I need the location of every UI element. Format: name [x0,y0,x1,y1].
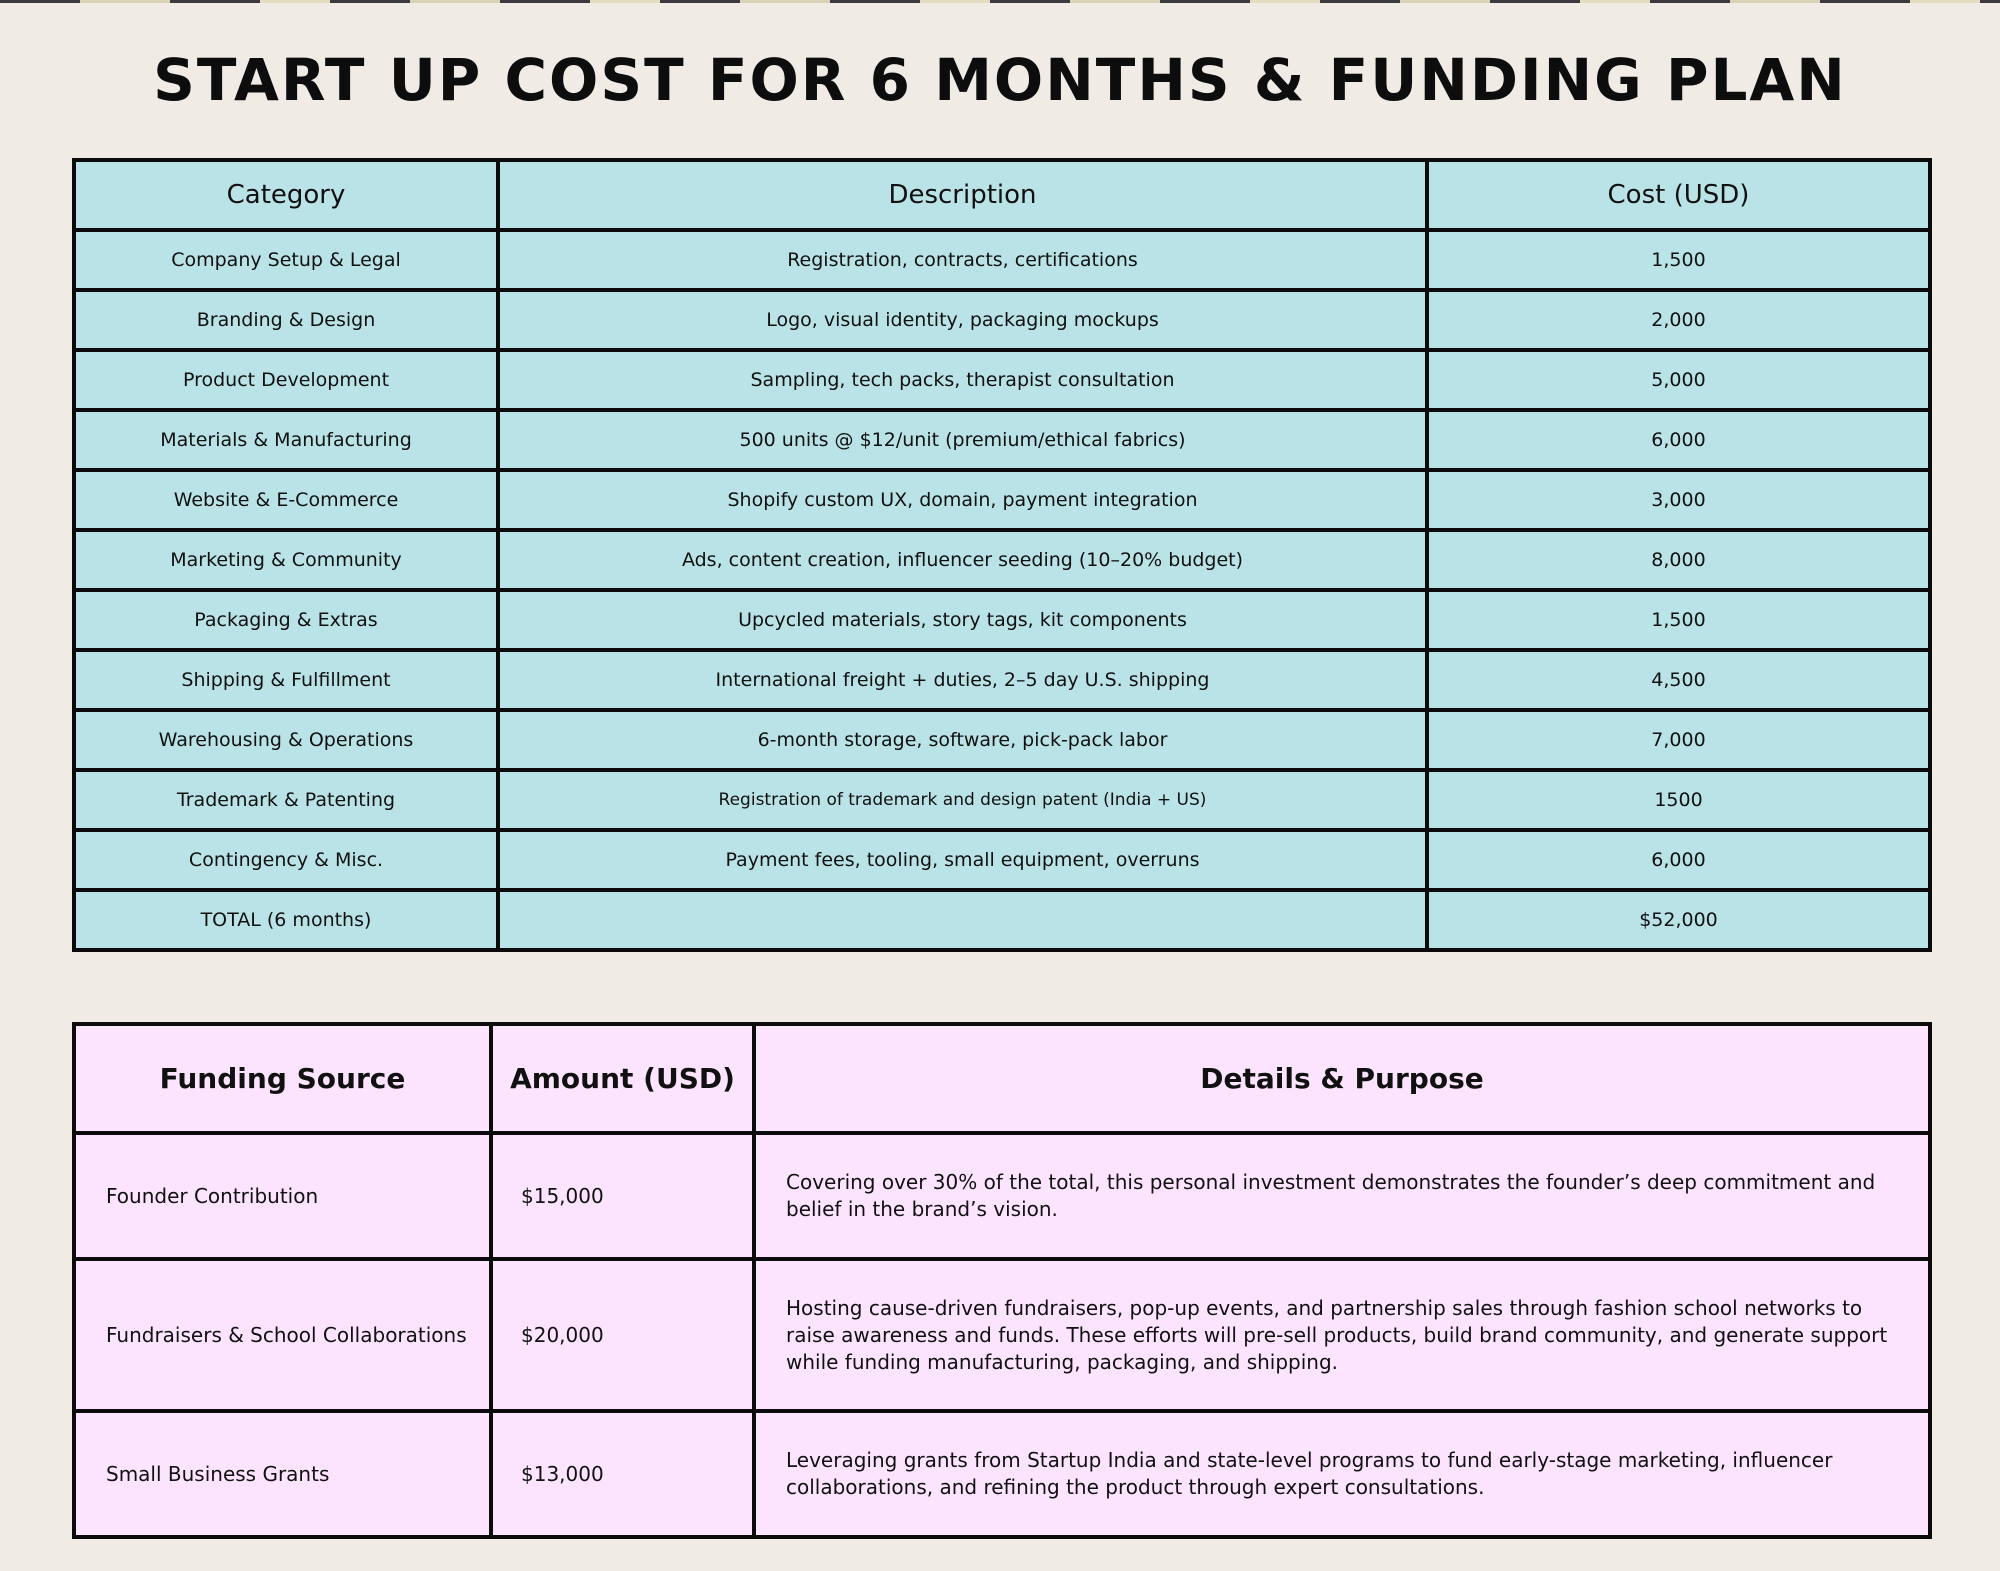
table-row [74,770,1930,830]
table-row [74,830,1930,890]
cost-value: 1500 [1427,770,1930,830]
table-row [74,590,1930,650]
table-row [74,530,1930,590]
table-row [74,410,1930,470]
table-row [74,470,1930,530]
cost-value: 1,500 [1427,230,1930,290]
cost-description: Logo, visual identity, packaging mockups [498,290,1427,350]
cost-description: 6-month storage, software, pick-pack labor [498,710,1427,770]
funding-plan-table [72,1022,1932,1539]
funding-source: Small Business Grants [74,1411,491,1537]
cost-category: Website & E-Commerce [74,470,498,530]
cost-value: 3,000 [1427,470,1930,530]
funding-source: Founder Contribution [74,1133,491,1259]
funding-details: Leveraging grants from Startup India and state-level programs to fund early-stage marketing, influencer collaborations, and refining the product through expert consultations. [754,1411,1930,1537]
cost-category: Product Development [74,350,498,410]
cost-category: Warehousing & Operations [74,710,498,770]
funding-table-header-row [74,1024,1930,1133]
cost-description: Upcycled materials, story tags, kit components [498,590,1427,650]
funding-amount: $13,000 [491,1411,754,1537]
cost-category: Packaging & Extras [74,590,498,650]
cost-description: Sampling, tech packs, therapist consultation [498,350,1427,410]
cost-value: 1,500 [1427,590,1930,650]
table-row [74,1259,1930,1411]
column-header-funding-source: Funding Source [74,1024,491,1133]
cost-description: Shopify custom UX, domain, payment integration [498,470,1427,530]
table-row [74,1133,1930,1259]
cost-value: 8,000 [1427,530,1930,590]
total-row [74,890,1930,950]
cost-description: Registration, contracts, certifications [498,230,1427,290]
page-title: START UP COST FOR 6 MONTHS & FUNDING PLAN [153,46,1847,114]
column-header-details: Details & Purpose [754,1024,1930,1133]
table-row [74,1411,1930,1537]
total-label: TOTAL (6 months) [74,890,498,950]
table-row [74,350,1930,410]
cost-category: Branding & Design [74,290,498,350]
cost-description: Payment fees, tooling, small equipment, overruns [498,830,1427,890]
cost-category: Shipping & Fulfillment [74,650,498,710]
cost-value: 6,000 [1427,410,1930,470]
table-row [74,290,1930,350]
column-header-amount: Amount (USD) [491,1024,754,1133]
funding-source: Fundraisers & School Collaborations [74,1259,491,1411]
cost-description: Registration of trademark and design patent (India + US) [498,770,1427,830]
table-row [74,710,1930,770]
cost-description: International freight + duties, 2–5 day U.S. shipping [498,650,1427,710]
funding-amount: $20,000 [491,1259,754,1411]
column-header-description: Description [498,160,1427,230]
cost-table-header-row [74,160,1930,230]
funding-amount: $15,000 [491,1133,754,1259]
startup-cost-table [72,158,1932,952]
total-value: $52,000 [1427,890,1930,950]
total-description [498,890,1427,950]
table-row [74,230,1930,290]
cost-description: Ads, content creation, influencer seeding (10–20% budget) [498,530,1427,590]
cost-category: Trademark & Patenting [74,770,498,830]
cost-category: Company Setup & Legal [74,230,498,290]
cost-value: 5,000 [1427,350,1930,410]
cost-description: 500 units @ $12/unit (premium/ethical fabrics) [498,410,1427,470]
cost-category: Contingency & Misc. [74,830,498,890]
column-header-cost: Cost (USD) [1427,160,1930,230]
cost-value: 4,500 [1427,650,1930,710]
cost-value: 6,000 [1427,830,1930,890]
funding-details: Hosting cause-driven fundraisers, pop-up events, and partnership sales through fashion school networks to raise awareness and funds. These efforts will pre-sell products, build brand community, and generate support while funding manufacturing, packaging, and shipping. [754,1259,1930,1411]
cost-category: Marketing & Community [74,530,498,590]
column-header-category: Category [74,160,498,230]
cost-category: Materials & Manufacturing [74,410,498,470]
top-decorative-strip [0,0,2000,3]
funding-details: Covering over 30% of the total, this personal investment demonstrates the founder’s deep commitment and belief in the brand’s vision. [754,1133,1930,1259]
table-row [74,650,1930,710]
cost-value: 7,000 [1427,710,1930,770]
cost-value: 2,000 [1427,290,1930,350]
